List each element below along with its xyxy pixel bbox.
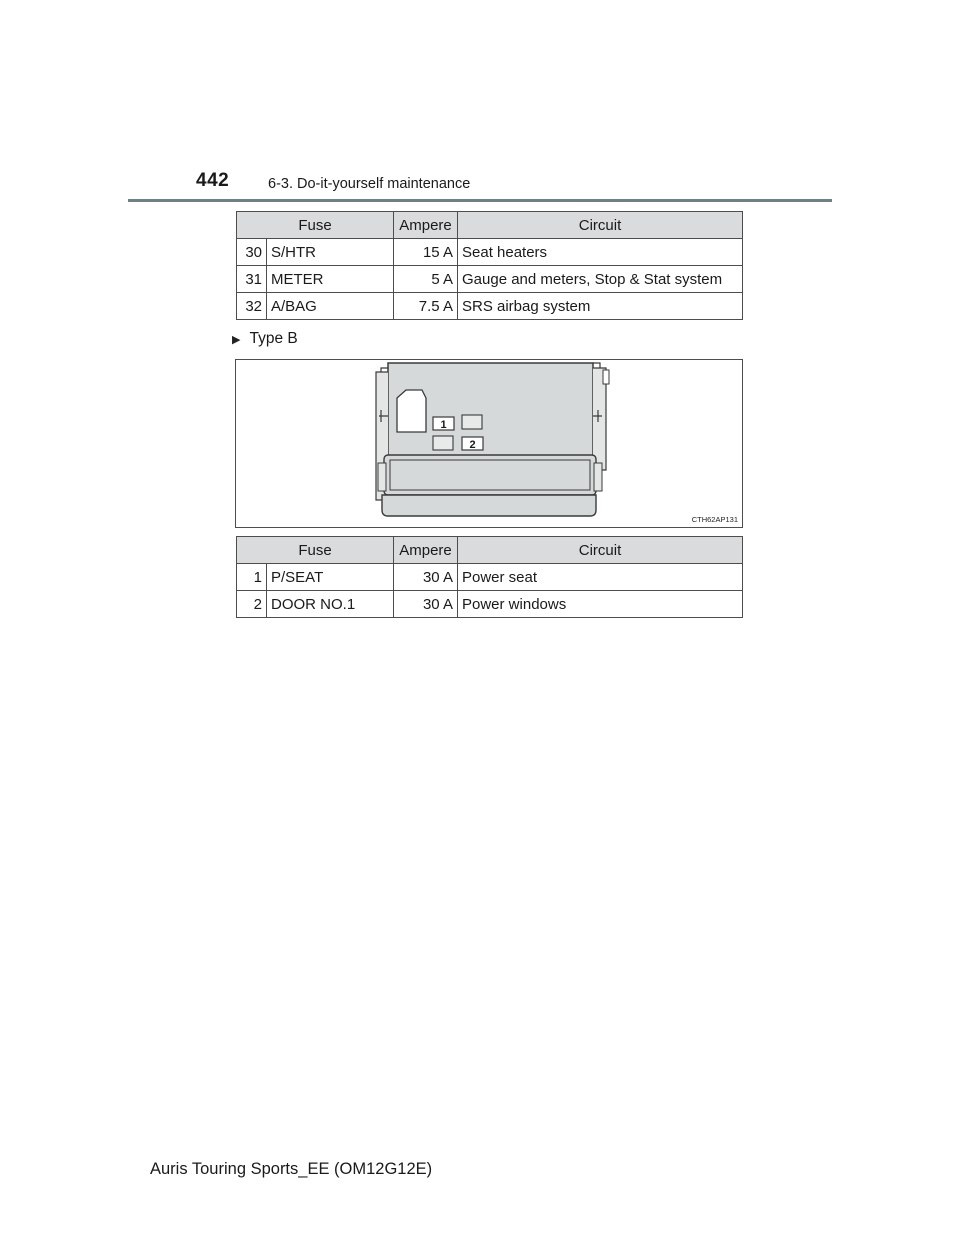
fuse-slot-empty xyxy=(433,436,453,450)
fuse-slot-empty xyxy=(462,415,482,429)
fuse-name: DOOR NO.1 xyxy=(267,591,394,618)
column-header-fuse: Fuse xyxy=(237,537,394,564)
arrow-bullet-icon: ▶ xyxy=(232,333,241,346)
fuse-name: S/HTR xyxy=(267,239,394,266)
footer-model-text: Auris Touring Sports_EE (OM12G12E) xyxy=(150,1160,433,1178)
table-header-row xyxy=(237,537,743,564)
table-header-row xyxy=(237,212,743,239)
fuse-ampere: 30 A xyxy=(394,591,458,618)
table-row xyxy=(237,591,743,618)
column-header-circuit: Circuit xyxy=(458,537,743,564)
page-number: 442 xyxy=(196,170,230,191)
fuse-number: 1 xyxy=(237,564,267,591)
fuse-circuit: Gauge and meters, Stop & Stat system xyxy=(458,266,743,293)
fuse-circuit: SRS airbag system xyxy=(458,293,743,320)
fuse-circuit: Power seat xyxy=(458,564,743,591)
figure-code: CTH62AP131 xyxy=(691,515,738,524)
fuse-table-a xyxy=(236,211,743,320)
fuse-number: 31 xyxy=(237,266,267,293)
fuse-label-2: 2 xyxy=(469,439,476,451)
fuse-box-diagram xyxy=(236,360,742,527)
fuse-circuit: Power windows xyxy=(458,591,743,618)
table-row xyxy=(237,293,743,320)
column-header-circuit: Circuit xyxy=(458,212,743,239)
connector-socket xyxy=(397,390,426,432)
fuse-name: METER xyxy=(267,266,394,293)
fuse-ampere: 15 A xyxy=(394,239,458,266)
fuse-table-b xyxy=(236,536,743,618)
type-b-label: Type B xyxy=(249,330,298,347)
table-row xyxy=(237,239,743,266)
fuse-ampere: 7.5 A xyxy=(394,293,458,320)
column-header-fuse: Fuse xyxy=(237,212,394,239)
fuse-name: A/BAG xyxy=(267,293,394,320)
table-row xyxy=(237,564,743,591)
fuse-name: P/SEAT xyxy=(267,564,394,591)
fuse-box-base xyxy=(382,495,596,516)
header-rule xyxy=(128,199,832,202)
table-row xyxy=(237,266,743,293)
fuse-number: 32 xyxy=(237,293,267,320)
column-header-ampere: Ampere xyxy=(394,537,458,564)
fuse-box-cover xyxy=(384,455,596,495)
fuse-ampere: 30 A xyxy=(394,564,458,591)
fuse-number: 30 xyxy=(237,239,267,266)
fuse-ampere: 5 A xyxy=(394,266,458,293)
type-b-heading xyxy=(232,330,298,348)
fuse-label-1: 1 xyxy=(440,419,447,431)
fuse-number: 2 xyxy=(237,591,267,618)
column-header-ampere: Ampere xyxy=(394,212,458,239)
fuse-circuit: Seat heaters xyxy=(458,239,743,266)
fuse-box-figure xyxy=(235,359,743,528)
section-title: 6-3. Do-it-yourself maintenance xyxy=(268,176,471,192)
